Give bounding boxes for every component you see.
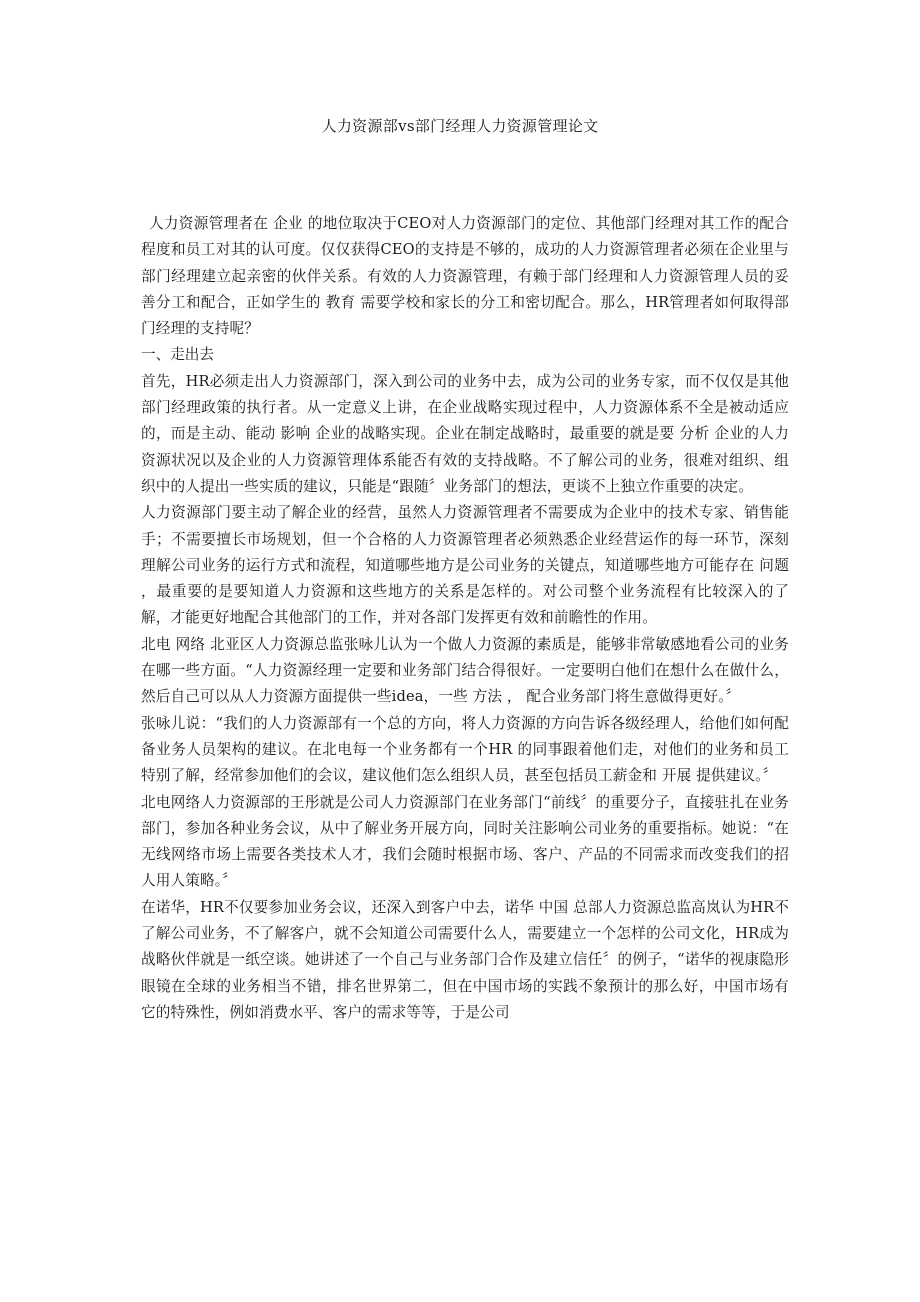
- body-paragraph: 北电网络人力资源部的王彤就是公司人力资源部门在业务部门“前线〞的重要分子，直接驻扎在业务部门，参加各种业务会议，从中了解业务开展方向，同时关注影响公司业务的重要指标。她说：“在无线网络市场上需要各类技术人才，我们会随时根据市场、客户、产品的不同需求而改变我们的招人用人策略。〞: [141, 793, 789, 890]
- document-body: [141, 211, 789, 1026]
- section-heading: 一、走出去: [141, 346, 214, 364]
- body-paragraph: 在诺华，HR不仅要参加业务会议，还深入到客户中去，诺华 中国 总部人力资源总监高岚认为HR不了解公司业务，不了解客户，就不会知道公司需要什么人，需要建立一个怎样的公司文化，HR成为战略伙伴就是一纸空谈。她讲述了一个自己与业务部门合作及建立信任〞的例子，“诺华的视康隐形眼镜在全球的业务相当不错，排名世界第二，但在中国市场的实践不象预计的那么好，中国市场有它的特殊性，例如消费水平、客户的需求等等，于是公司: [141, 898, 789, 1021]
- body-paragraph: 张咏儿说：“我们的人力资源部有一个总的方向，将人力资源的方向告诉各级经理人，给他们如何配备业务人员架构的建议。在北电每一个业务都有一个HR 的同事跟着他们走，对他们的业务和员工特别了解，经常参加他们的会议，建议他们怎么组织人员，甚至包括员工薪金和 开展 提供建议。〞: [141, 714, 789, 785]
- intro-paragraph: 人力资源管理者在 企业 的地位取决于CEO对人力资源部门的定位、其他部门经理对其工作的配合程度和员工对其的认可度。仅仅获得CEO的支持是不够的，成功的人力资源管理者必须在企业里与部门经理建立起亲密的伙伴关系。有效的人力资源管理，有赖于部门经理和人力资源管理人员的妥善分工和配合，正如学生的 教育 需要学校和家长的分工和密切配合。那么，HR管理者如何取得部门经理的支持呢？: [141, 215, 789, 338]
- body-paragraph: 首先，HR必须走出人力资源部门，深入到公司的业务中去，成为公司的业务专家，而不仅仅是其他部门经理政策的执行者。从一定意义上讲，在企业战略实现过程中，人力资源体系不全是被动适应的，而是主动、能动 影响 企业的战略实现。企业在制定战略时，最重要的就是要 分析 企业的人力资源状况以及企业的人力资源管理体系能否有效的支持战略。不了解公司的业务，很难对组织、组织中的人提出一些实质的建议，只能是“跟随〞业务部门的想法，更谈不上独立作重要的决定。: [141, 372, 789, 495]
- body-paragraph: 人力资源部门要主动了解企业的经营，虽然人力资源管理者不需要成为企业中的技术专家、销售能手；不需要擅长市场规划，但一个合格的人力资源管理者必须熟悉企业经营运作的每一环节，深刻理解公司业务的运行方式和流程，知道哪些地方是公司业务的关键点，知道哪些地方可能存在 问题 ，最重要的是要知道人力资源和这些地方的关系是怎样的。对公司整个业务流程有比较深入的了解，才能更好地配合其他部门的工作，并对各部门发挥更有效和前瞻性的作用。: [141, 504, 789, 627]
- body-paragraph: 北电 网络 北亚区人力资源总监张咏儿认为一个做人力资源的素质是，能够非常敏感地看公司的业务在哪一些方面。“人力资源经理一定要和业务部门结合得很好。一定要明白他们在想什么在做什么，然后自己可以从人力资源方面提供一些idea，一些 方法 ， 配合业务部门将生意做得更好。〞: [141, 635, 789, 706]
- document-title: 人力资源部vs部门经理人力资源管理论文: [321, 117, 599, 135]
